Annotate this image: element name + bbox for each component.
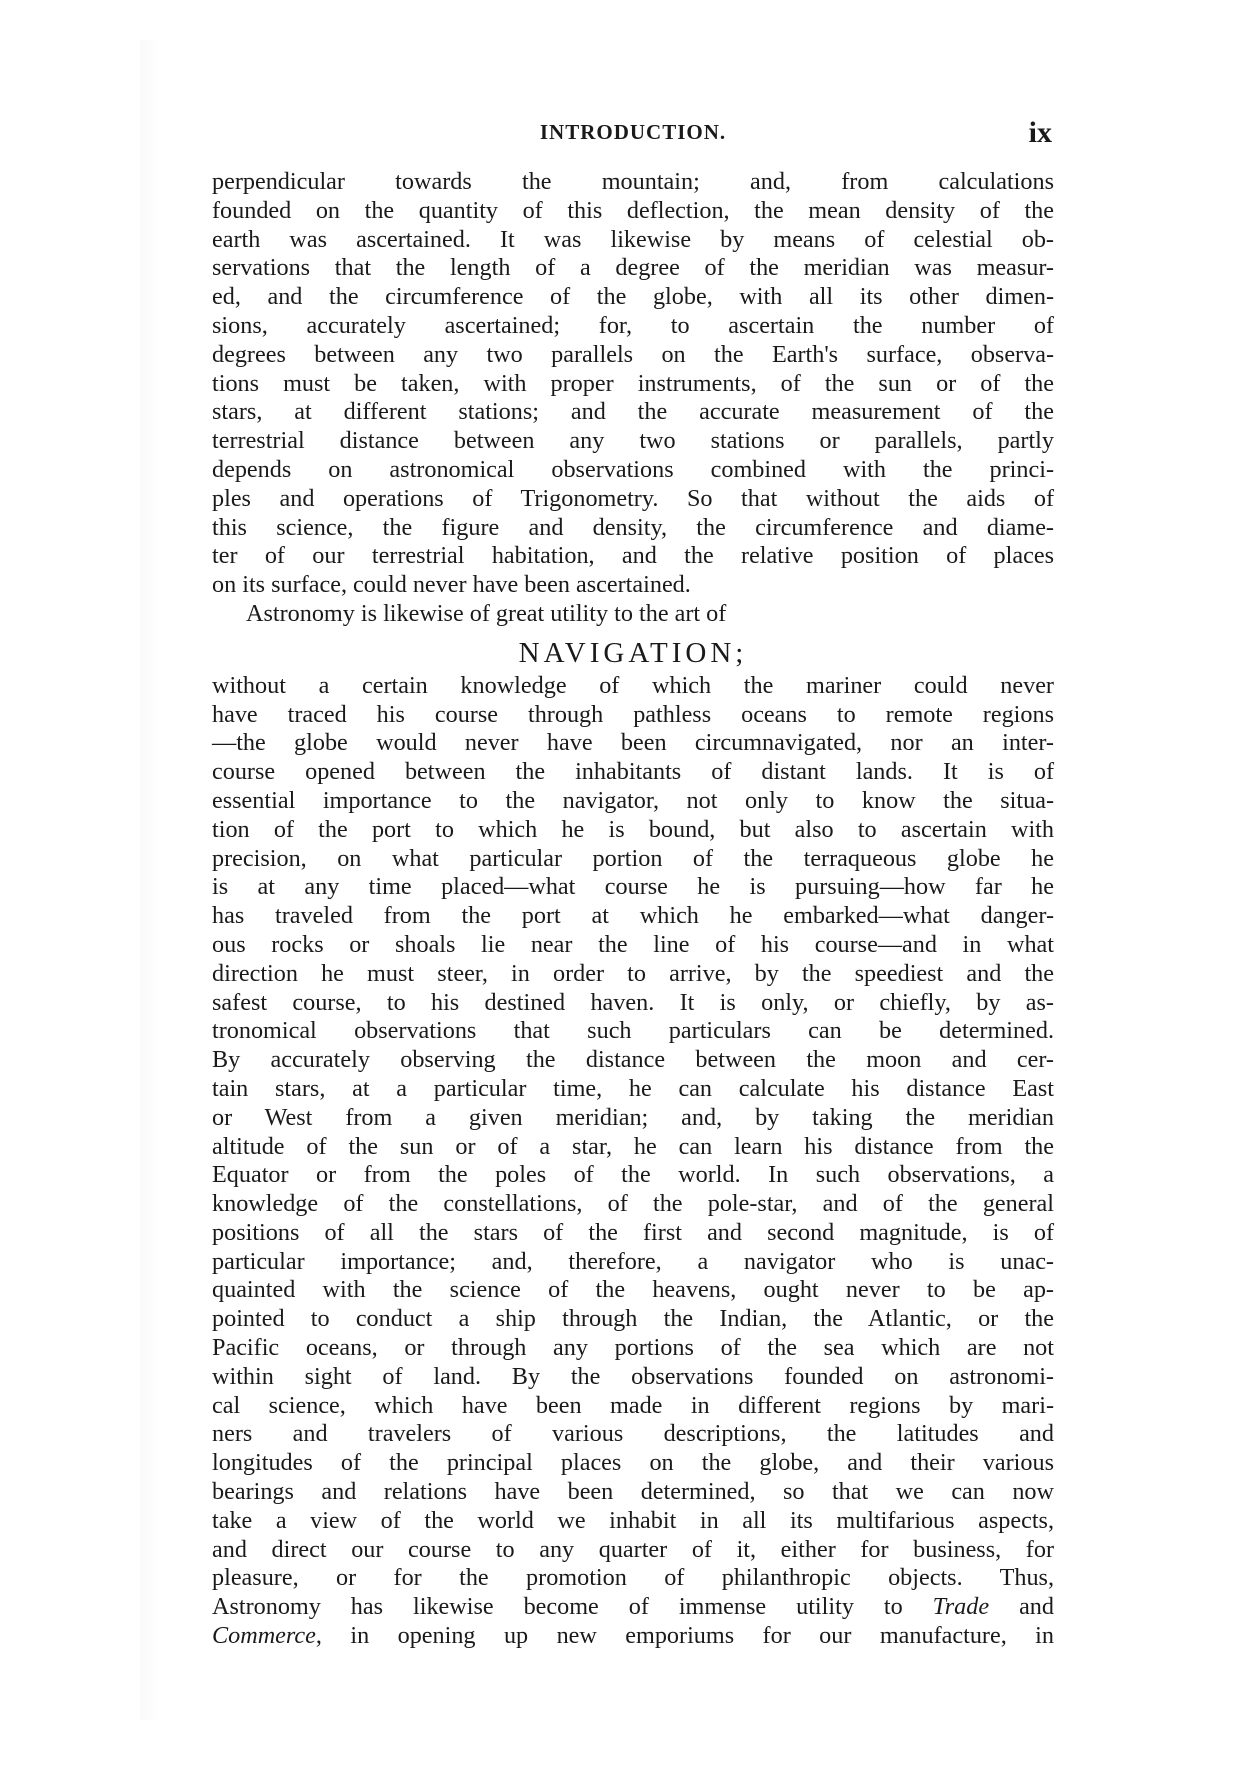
page-number: ix [1028,116,1052,149]
text-line: tronomical observations that such particulars can be determined. [212,1017,1054,1045]
text-line: bearings and relations have been determined, so that we can now [212,1478,1054,1506]
text-line: degrees between any two parallels on the Earth's surface, observa- [212,340,1054,368]
text-line: Equator or from the poles of the world. In such observations, a [212,1161,1054,1189]
text-line: ter of our terrestrial habitation, and the relative position of places [212,542,1054,570]
text-line: sions, accurately ascertained; for, to ascertain the number of [212,311,1054,339]
text-line: take a view of the world we inhabit in all its multifarious aspects, [212,1506,1054,1534]
text-line-mixed [212,1622,1054,1651]
italic-word-trade: Trade [932,1593,990,1621]
text-line: course opened between the inhabitants of distant lands. It is of [212,758,1054,786]
text-line: this science, the figure and density, the circumference and diame- [212,513,1054,541]
text-segment: , in opening up new emporiums for our manufacture, in [315,1622,1054,1650]
text-line: ed, and the circumference of the globe, with all its other dimen- [212,283,1054,311]
paragraph-1 [212,168,1054,600]
text-line: cal science, which have been made in different regions by mari- [212,1391,1054,1419]
text-line: safest course, to his destined haven. It is only, or chiefly, by as- [212,988,1054,1016]
text-line: ners and travelers of various descriptions, the latitudes and [212,1420,1054,1448]
text-line: direction he must steer, in order to arrive, by the speediest and the [212,959,1054,987]
text-line: knowledge of the constellations, of the pole-star, and of the general [212,1190,1054,1218]
text-line-mixed [212,1593,1054,1622]
page-header [212,116,1054,150]
text-line: quainted with the science of the heavens, ought never to be ap- [212,1276,1054,1304]
text-line: on its surface, could never have been ascertained. [212,571,691,599]
text-line: earth was ascertained. It was likewise by means of celestial ob- [212,225,1054,253]
text-line: stars, at different stations; and the accurate measurement of the [212,398,1054,426]
text-line: By accurately observing the distance between the moon and cer- [212,1046,1054,1074]
running-head: INTRODUCTION. [539,120,727,144]
text-line: ous rocks or shoals lie near the line of his course—and in what [212,930,1054,958]
text-segment: and [989,1593,1054,1621]
text-line: terrestrial distance between any two stations or parallels, partly [212,427,1054,455]
text-line: or West from a given meridian; and, by taking the meridian [212,1103,1054,1131]
paragraph-3 [212,672,1054,1651]
text-line: ples and operations of Trigonometry. So that without the aids of [212,484,1054,512]
text-line: founded on the quantity of this deflection, the mean density of the [212,196,1054,224]
paragraph-2 [212,600,1054,629]
text-line: have traced his course through pathless oceans to remote regions [212,700,1054,728]
text-line: precision, on what particular portion of the terraqueous globe he [212,844,1054,872]
text-line: depends on astronomical observations combined with the princi- [212,455,1054,483]
text-line: perpendicular towards the mountain; and, from calculations [212,168,1054,195]
text-line: and direct our course to any quarter of it, either for business, for [212,1535,1054,1563]
text-line: tion of the port to which he is bound, but also to ascertain with [212,815,1054,843]
text-line: within sight of land. By the observations founded on astronomi- [212,1362,1054,1390]
text-line: tain stars, at a particular time, he can calculate his distance East [212,1074,1054,1102]
text-line: altitude of the sun or of a star, he can learn his distance from the [212,1132,1054,1160]
section-heading: NAVIGATION; [518,636,748,669]
italic-word-commerce: Commerce [212,1622,316,1650]
body-text [212,168,1054,1651]
text-line: without a certain knowledge of which the mariner could never [212,671,1054,699]
text-line: particular importance; and, therefore, a navigator who is unac- [212,1247,1054,1275]
text-line: servations that the length of a degree of the meridian was measur- [212,254,1054,282]
text-line: —the globe would never have been circumnavigated, nor an inter- [212,729,1054,757]
text-line: has traveled from the port at which he embarked—what danger- [212,902,1054,930]
text-line: tions must be taken, with proper instruments, of the sun or of the [212,369,1054,397]
text-line: essential importance to the navigator, not only to know the situa- [212,786,1054,814]
text-line: pointed to conduct a ship through the Indian, the Atlantic, or the [212,1305,1054,1333]
text-line: positions of all the stars of the first and second magnitude, is of [212,1218,1054,1246]
text-line: pleasure, or for the promotion of philanthropic objects. Thus, [212,1564,1054,1592]
text-line: longitudes of the principal places on the globe, and their various [212,1449,1054,1477]
text-line: Pacific oceans, or through any portions of the sea which are not [212,1334,1054,1362]
text-line: is at any time placed—what course he is pursuing—how far he [212,873,1054,901]
text-line: Astronomy is likewise of great utility to the art of [246,599,727,627]
text-segment: Astronomy has likewise become of immense utility to [212,1593,933,1621]
scan-shadow [140,40,160,1720]
